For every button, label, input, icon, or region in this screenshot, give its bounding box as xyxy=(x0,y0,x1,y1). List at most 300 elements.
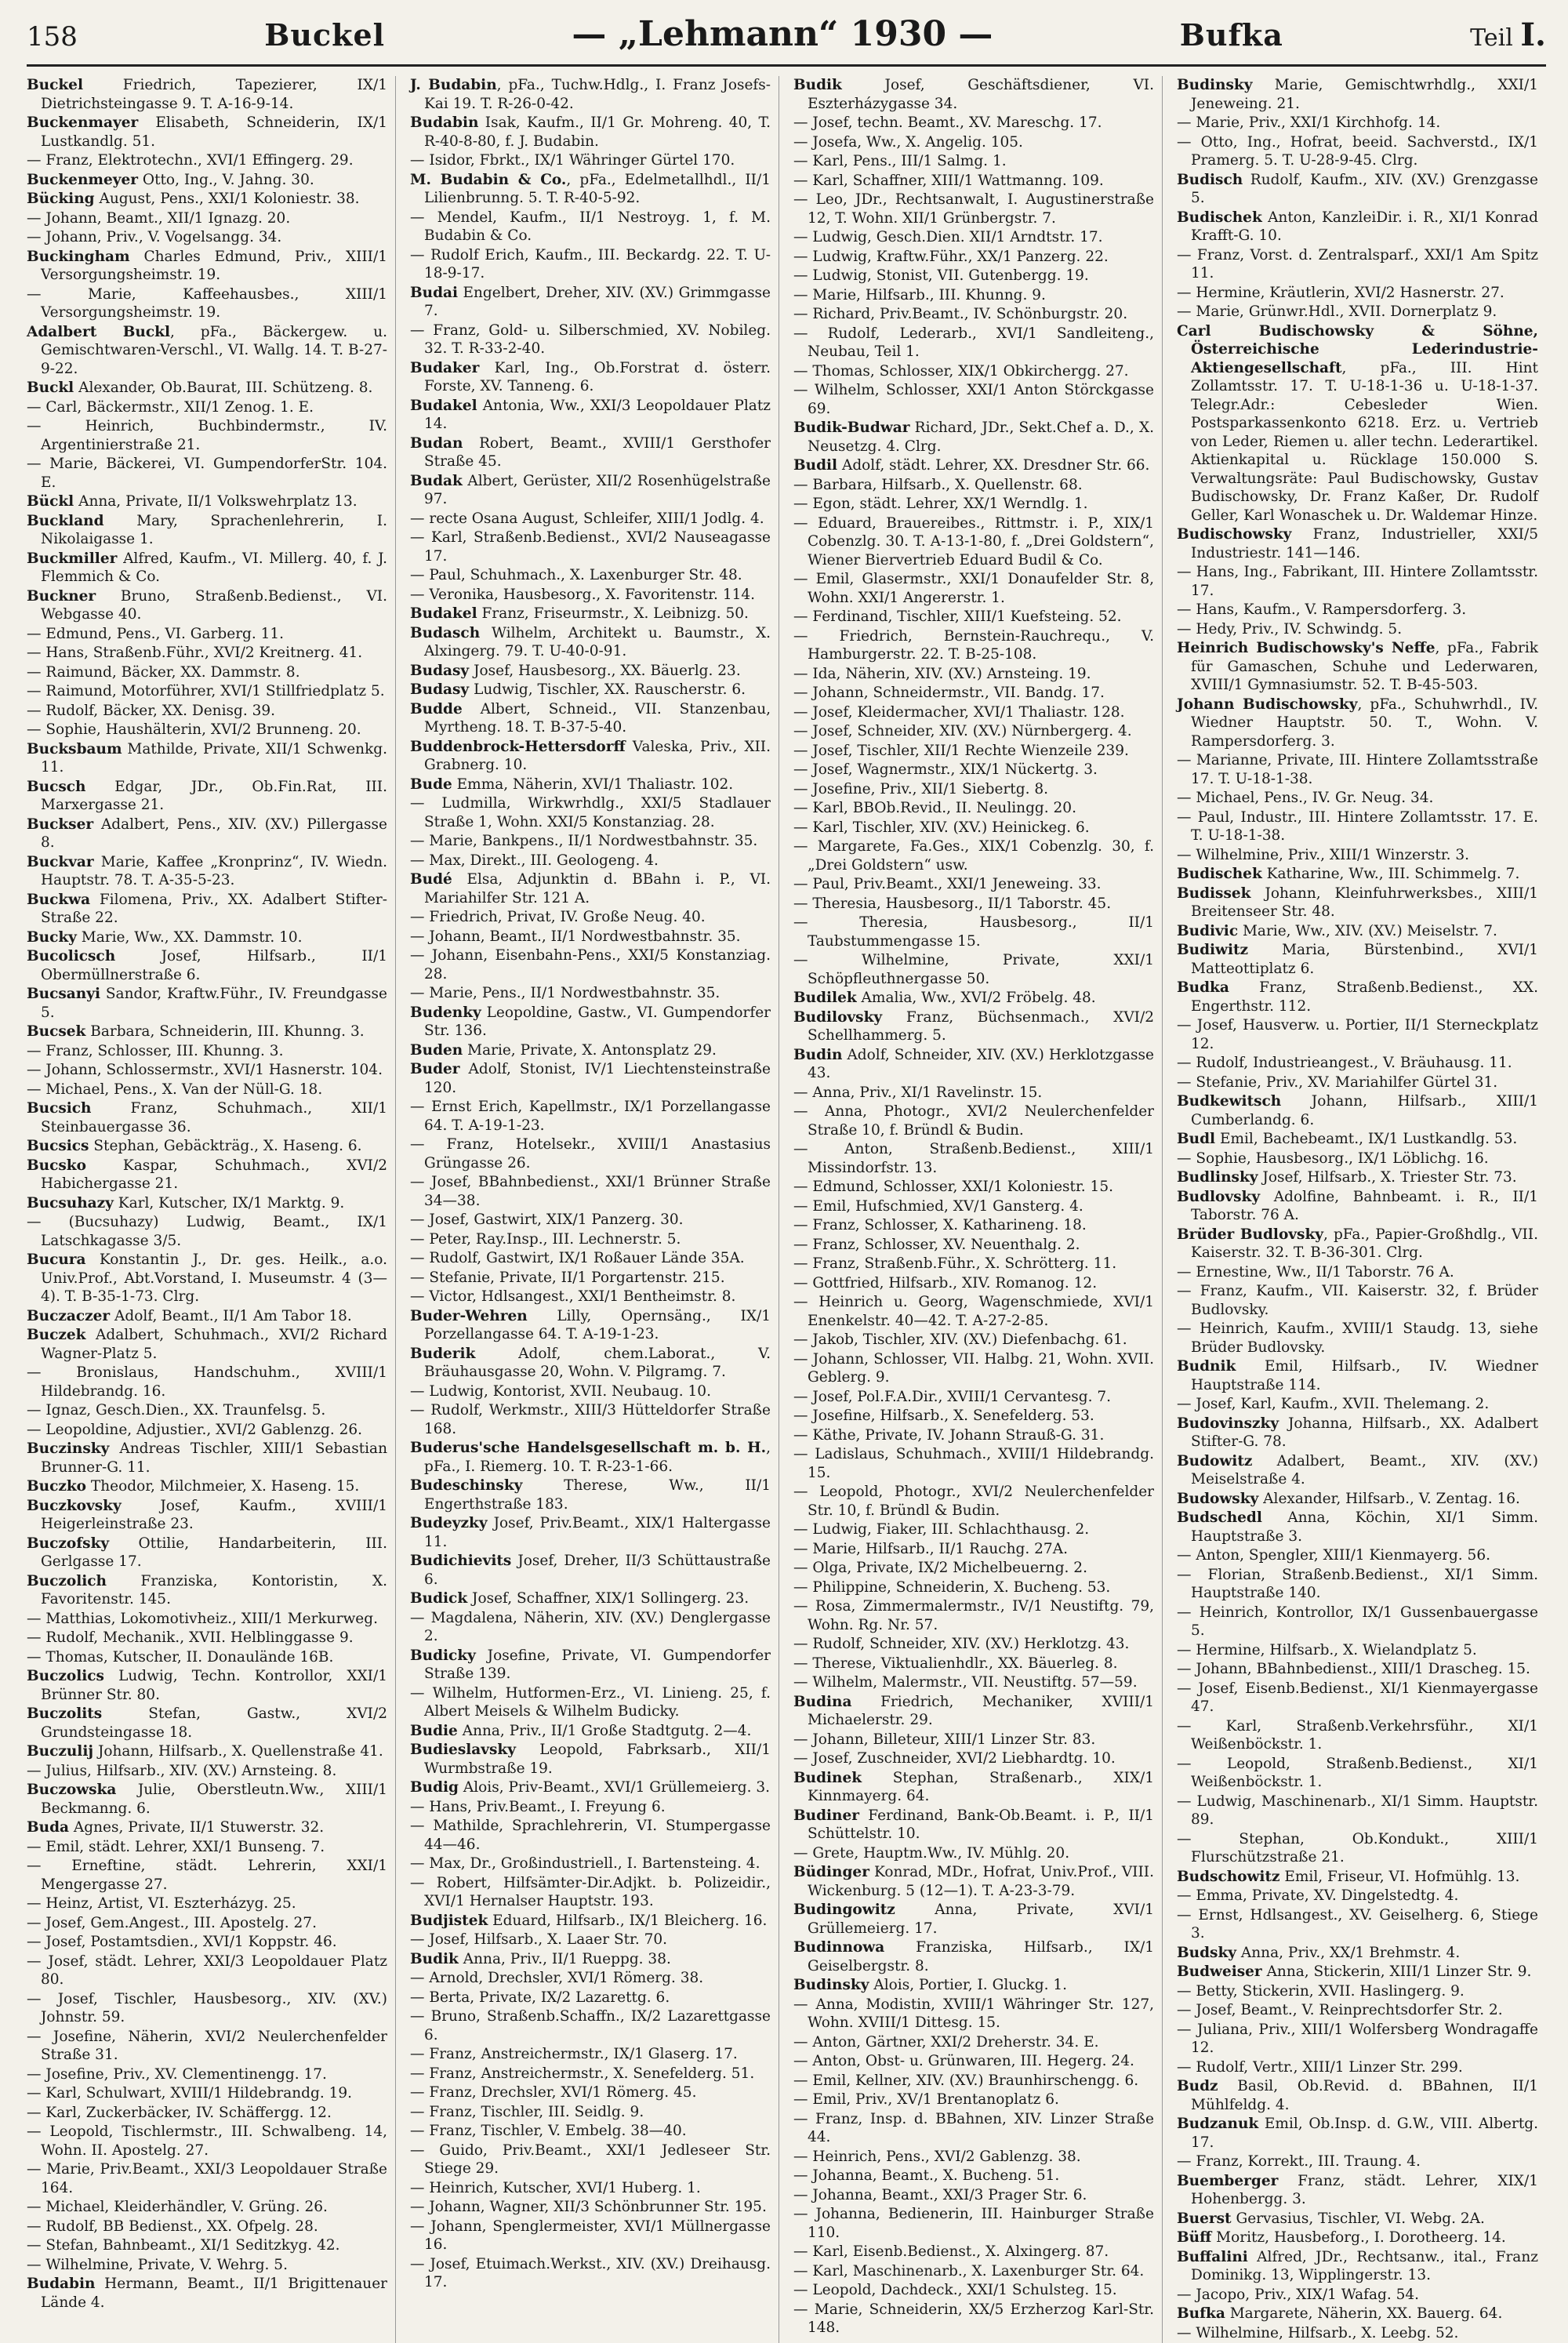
entry-details: — Franz, Schlosser, XV. Neuenthalg. 2. xyxy=(793,1236,1080,1253)
directory-entry xyxy=(793,1008,1154,1045)
directory-entry xyxy=(1177,1092,1538,1129)
directory-entry xyxy=(410,566,771,585)
entry-details: Johann, Kleinfuhrwerksbes., XIII/1 Breitenseer Str. 48. xyxy=(1191,885,1538,920)
directory-entry xyxy=(793,1938,1154,1975)
directory-entry xyxy=(27,1099,387,1136)
directory-entry xyxy=(793,152,1154,171)
entry-details: Franz, städt. Lehrer, XIX/1 Hohenbergg. 3. xyxy=(1191,2172,1538,2207)
entry-surname: Buddenbrock-Hettersdorff xyxy=(410,738,626,755)
entry-details: Johann, Hilfsarb., XIII/1 Cumberlandg. 6. xyxy=(1191,1093,1538,1128)
entry-details: Franziska, Kontoristin, X. Favoritenstr. 145. xyxy=(41,1572,387,1607)
directory-entry xyxy=(793,248,1154,267)
entry-details: — Rudolf, Industrieangest., V. Bräuhausg. 11. xyxy=(1177,1055,1512,1071)
directory-entry xyxy=(410,1854,771,1873)
entry-details: Agnes, Private, II/1 Stuwerstr. 32. xyxy=(69,1819,325,1836)
entry-details: — Hedy, Priv., IV. Schwindg. 5. xyxy=(1177,620,1403,638)
directory-entry xyxy=(410,1514,771,1551)
directory-entry xyxy=(1177,1906,1538,1943)
entry-details: — Emil, Glasermstr., XXI/1 Donaufelder Str. 8, Wohn. XXI/1 Angererstr. 1. xyxy=(793,571,1154,606)
directory-entry xyxy=(1177,1320,1538,1357)
directory-entry xyxy=(793,608,1154,627)
entry-details: — Josefine, Näherin, XVI/2 Neulerchenfelder Straße 31. xyxy=(27,2028,387,2063)
directory-entry xyxy=(793,2301,1154,2338)
entry-details: — Karl, BBOb.Revid., II. Neulingg. 20. xyxy=(793,800,1076,816)
entry-surname: Budlinsky xyxy=(1177,1169,1258,1186)
directory-entry xyxy=(410,2103,771,2122)
entry-surname: Budz xyxy=(1177,2078,1218,2094)
directory-entry xyxy=(1177,2248,1538,2285)
entry-details: Josef, Hilfsarb., X. Triester Str. 73. xyxy=(1258,1169,1517,1186)
entry-details: — Leopold, Straßenb.Bedienst., XI/1 Weißenböckstr. 1. xyxy=(1177,1755,1538,1790)
entry-details: — Stefanie, Private, II/1 Porgartenstr. 215. xyxy=(410,1269,725,1286)
entry-details: — Hans, Straßenb.Führ., XVI/2 Kreitnerg. 41. xyxy=(27,645,363,661)
entry-surname: Buczinsky xyxy=(27,1440,110,1457)
entry-surname: Budil xyxy=(793,457,838,474)
entry-details: Marie, Ww., XX. Dammstr. 10. xyxy=(76,928,303,946)
entry-details: — Heinrich, Kutscher, XVI/1 Huberg. 1. xyxy=(410,2179,701,2196)
entry-details: — Josefine, Priv., XII/1 Siebertg. 8. xyxy=(793,780,1048,797)
entry-details: — Josef, Tischler, Hausbesorg., XIV. (XV.) Johnstr. 59. xyxy=(27,1990,387,2025)
directory-entry xyxy=(793,627,1154,664)
directory-column-2 xyxy=(410,76,779,2343)
entry-details: — Olga, Private, IX/2 Michelbeuerng. 2. xyxy=(793,1560,1087,1576)
entry-surname: Budik-Budwar xyxy=(793,420,910,436)
entry-surname: Budeyzky xyxy=(410,1515,488,1531)
directory-entry xyxy=(410,1989,771,2007)
directory-entry xyxy=(410,246,771,283)
directory-entry xyxy=(1177,2305,1538,2323)
entry-details: — Hans, Ing., Fabrikant, III. Hintere Zollamtsstr. 17. xyxy=(1177,564,1538,599)
directory-entry xyxy=(793,172,1154,191)
entry-surname: Carl Budischowsky & Söhne, Österreichische Lederindustrie-Aktiengesellschaft xyxy=(1177,322,1538,376)
directory-entry xyxy=(410,832,771,851)
entry-details: Franz, Büchsenmach., XVI/2 Schellhammerg. 5. xyxy=(808,1008,1154,1044)
directory-entry xyxy=(410,586,771,605)
entry-surname: Bucksbaum xyxy=(27,740,122,757)
directory-entry xyxy=(410,209,771,245)
directory-entry xyxy=(27,2065,387,2084)
entry-surname: Bucsics xyxy=(27,1138,89,1154)
entry-details: Konrad, MDr., Hofrat, Univ.Prof., VIII. Wickenburg. 5 (12—1). T. A-23-3-79. xyxy=(808,1864,1154,1899)
entry-details: — Florian, Straßenb.Bedienst., XI/1 Simm. Hauptstraße 140. xyxy=(1177,1566,1538,1601)
entry-details: — Karl, Zuckerbäcker, IV. Schäffergg. 12. xyxy=(27,2104,332,2121)
directory-entry xyxy=(27,1401,387,1420)
directory-entry xyxy=(27,1894,387,1913)
directory-entry xyxy=(27,1610,387,1629)
entry-details: Ludwig, Tischler, XX. Rauscherstr. 6. xyxy=(469,681,746,698)
directory-entry xyxy=(793,2072,1154,2091)
entry-surname: Budsky xyxy=(1177,1944,1237,1961)
entry-details: — Ludwig, Fiaker, III. Schlachthausg. 2. xyxy=(793,1521,1090,1538)
directory-entry xyxy=(27,2084,387,2103)
entry-details: Elsa, Adjunktin d. BBahn i. P., VI. Mariahilfer Str. 121 A. xyxy=(424,871,771,906)
directory-entry xyxy=(1177,2115,1538,2152)
entry-details: — Heinrich, Buchbindermstr., IV. Argentinierstraße 21. xyxy=(27,418,387,453)
directory-entry xyxy=(1177,76,1538,113)
entry-surname: Buczko xyxy=(27,1478,87,1495)
directory-column-3 xyxy=(793,76,1163,2343)
directory-entry xyxy=(410,397,771,434)
entry-details: — Anton, Gärtner, XXI/2 Dreherstr. 34. E. xyxy=(793,2033,1099,2051)
entry-details: Lilly, Opernsäng., IX/1 Porzellangasse 64. T. A-19-1-23. xyxy=(424,1307,771,1342)
entry-details: — Anton, Straßenb.Bedienst., XIII/1 Missindorfstr. 13. xyxy=(793,1141,1154,1176)
directory-entry xyxy=(27,985,387,1022)
directory-entry xyxy=(793,2110,1154,2147)
directory-entry xyxy=(793,1407,1154,1426)
entry-surname: Budowsky xyxy=(1177,1490,1259,1507)
directory-entry xyxy=(410,1173,771,1210)
directory-entry xyxy=(27,550,387,587)
entry-surname: Bucky xyxy=(27,928,77,946)
directory-entry xyxy=(793,1769,1154,1806)
entry-details: Andreas Tischler, XIII/1 Sebastian Brunner-G. 11. xyxy=(41,1440,387,1476)
entry-details: , pFa., I. Riemerg. 10. T. R-23-1-66. xyxy=(424,1440,771,1475)
entry-surname: Budasy xyxy=(410,662,470,679)
directory-entry xyxy=(410,1741,771,1778)
directory-entry xyxy=(27,1838,387,1857)
entry-surname: M. Budabin & Co. xyxy=(410,171,567,188)
directory-entry xyxy=(27,2104,387,2123)
entry-details: — Franz, Anstreichermstr., IX/1 Glaserg. 17. xyxy=(410,2046,738,2062)
entry-surname: Buckser xyxy=(27,816,94,833)
entry-details: — Philippine, Schneiderin, X. Bucheng. 53. xyxy=(793,1578,1111,1596)
entry-details: Josef, Dreher, II/3 Schüttaustraße 6. xyxy=(424,1553,771,1588)
entry-surname: Budisch xyxy=(1177,171,1243,188)
directory-entry xyxy=(410,738,771,775)
directory-entry xyxy=(1177,1604,1538,1640)
entry-details: Franziska, Hilfsarb., IX/1 Geiselbergstr. 8. xyxy=(808,1939,1154,1974)
entry-surname: Budak xyxy=(410,472,463,489)
entry-surname: Budik xyxy=(793,77,842,93)
entry-surname: Buckenmayer xyxy=(27,114,139,131)
entry-details: — Marie, Bäckerei, VI. GumpendorferStr. 104. E. xyxy=(27,456,387,491)
entry-details: — Max, Dr., Großindustriell., I. Bartensteing. 4. xyxy=(410,1855,760,1872)
entry-details: — Ludwig, Gesch.Dien. XII/1 Arndtstr. 17. xyxy=(793,229,1103,245)
directory-entry xyxy=(793,1673,1154,1692)
entry-details: Emil, Ob.Insp. d. G.W., VIII. Albertg. 17. xyxy=(1191,2116,1538,2151)
directory-entry xyxy=(410,1609,771,1646)
entry-details: — Franz, Kaufm., VII. Kaiserstr. 32, f. Brüder Budlovsky. xyxy=(1177,1283,1538,1318)
entry-details: Basil, Ob.Revid. d. BBahnen, II/1 Mühlfeldg. 4. xyxy=(1191,2078,1538,2113)
directory-entry xyxy=(27,1857,387,1894)
entry-details: — Rudolf, Werkmstr., XIII/3 Hütteldorfer Straße 168. xyxy=(410,1402,771,1437)
entry-details: Anton, KanzleiDir. i. R., XI/1 Konrad Krafft-G. 10. xyxy=(1191,209,1538,244)
entry-details: — Josef, Etuimach.Werkst., XIV. (XV.) Dreihausg. 17. xyxy=(410,2255,771,2290)
entry-surname: Bucolicsch xyxy=(27,948,116,964)
directory-entry xyxy=(27,1081,387,1099)
entry-details: Adolf, städt. Lehrer, XX. Dresdner Str. 66. xyxy=(837,457,1150,474)
directory-entry xyxy=(27,1042,387,1061)
entry-details: — Josef, techn. Beamt., XV. Mareschg. 17. xyxy=(793,114,1102,131)
entry-details: — Carl, Bäckermstr., XII/1 Zenog. 1. E. xyxy=(27,398,314,416)
directory-entry xyxy=(27,512,387,549)
entry-details: — Josef, Hilfsarb., X. Laaer Str. 70. xyxy=(410,1931,668,1948)
entry-details: Alfred, Kaufm., VI. Millerg. 40, f. J. Flemmich & Co. xyxy=(41,550,387,585)
entry-details: — Michael, Kleiderhändler, V. Grüng. 26. xyxy=(27,2199,328,2215)
entry-details: — Johann, Priv., V. Vogelsangg. 34. xyxy=(27,229,282,245)
entry-details: — Karl, Schulwart, XVIII/1 Hildebrandg. 19. xyxy=(27,2085,353,2101)
directory-entry xyxy=(1177,1016,1538,1053)
entry-surname: Budakel xyxy=(410,397,477,414)
directory-entry xyxy=(27,663,387,682)
directory-entry xyxy=(410,928,771,946)
directory-entry xyxy=(793,722,1154,741)
entry-details: Otto, Ing., V. Jahng. 30. xyxy=(138,171,314,188)
directory-entry xyxy=(410,529,771,565)
entry-details: — Franz, Tischler, III. Seidlg. 9. xyxy=(410,2103,644,2120)
entry-details: — Marie, Priv., XXI/1 Kirchhofg. 14. xyxy=(1177,114,1441,131)
entry-surname: Buderus'sche Handelsgesellschaft m. b. H. xyxy=(410,1440,767,1456)
directory-entry xyxy=(793,951,1154,988)
entry-details: — Marie, Hilfsarb., II/1 Rauchg. 27A. xyxy=(793,1540,1068,1557)
directory-entry xyxy=(410,681,771,699)
entry-details: — Rudolf, Gastwirt, IX/1 Roßauer Lände 35A. xyxy=(410,1250,745,1266)
directory-entry xyxy=(27,1023,387,1041)
entry-surname: Budl xyxy=(1177,1131,1216,1147)
directory-entry xyxy=(793,325,1154,361)
page-header xyxy=(27,14,1546,67)
directory-entry xyxy=(410,908,771,927)
entry-details: — Raimund, Motorführer, XVI/1 Stillfriedplatz 5. xyxy=(27,683,385,699)
directory-entry xyxy=(1177,620,1538,639)
entry-details: Mary, Sprachenlehrerin, I. Nikolaigasse 1. xyxy=(41,512,387,547)
directory-entry xyxy=(1177,639,1538,695)
directory-entry xyxy=(410,284,771,321)
entry-surname: Budiner xyxy=(793,1807,860,1824)
directory-entry xyxy=(793,76,1154,113)
entry-surname: Budschedl xyxy=(1177,1509,1262,1526)
entry-details: Antonia, Ww., XXI/3 Leopoldauer Platz 14. xyxy=(424,397,771,432)
entry-surname: Buczkovsky xyxy=(27,1497,122,1514)
directory-entry xyxy=(410,1439,771,1476)
entry-details: Alfred, JDr., Rechtsanw., ital., Franz Dominikg. 13, Wipplingerstr. 13. xyxy=(1191,2248,1538,2283)
directory-entry xyxy=(27,1572,387,1609)
entry-details: — Ludmilla, Wirkwrhdlg., XXI/5 Stadlauer Straße 1, Wohn. XXI/5 Konstanziag. 28. xyxy=(410,795,771,830)
entry-details: — Anna, Photogr., XVI/2 Neulerchenfelder Straße 10, f. Bründl & Budin. xyxy=(793,1103,1154,1139)
directory-entry xyxy=(793,2186,1154,2205)
entry-surname: Büdinger xyxy=(793,1864,869,1880)
directory-entry xyxy=(410,1249,771,1268)
directory-entry xyxy=(793,1655,1154,1673)
directory-entry xyxy=(793,133,1154,152)
entry-details: Alois, Portier, I. Gluckg. 1. xyxy=(869,1977,1068,1993)
entry-details: — Franz, Insp. d. BBahnen, XIV. Linzer Straße 44. xyxy=(793,2110,1154,2145)
directory-entry xyxy=(793,2033,1154,2052)
entry-surname: Buckvar xyxy=(27,853,94,870)
entry-details: — Otto, Ing., Hofrat, beeid. Sachverstd., IX/1 Pramerg. 5. T. U-28-9-45. Clrg. xyxy=(1177,133,1538,169)
directory-entry xyxy=(1177,1130,1538,1149)
directory-entry xyxy=(27,702,387,721)
entry-details: — Magdalena, Näherin, XIV. (XV.) Denglergasse 2. xyxy=(410,1609,771,1644)
directory-entry xyxy=(1177,1415,1538,1451)
entry-details: — Egon, städt. Lehrer, XX/1 Werndlg. 1. xyxy=(793,496,1088,512)
entry-surname: Budinsky xyxy=(793,1977,869,1993)
entry-details: — Karl, Straßenb.Bedienst., XVI/2 Nauseagasse 17. xyxy=(410,529,771,565)
entry-surname: Budan xyxy=(410,434,463,452)
entry-details: — Karl, Eisenb.Bedienst., X. Alxingerg. 87. xyxy=(793,2243,1109,2260)
directory-entry xyxy=(27,1251,387,1306)
entry-surname: Buczolits xyxy=(27,1705,103,1722)
directory-entry xyxy=(27,1061,387,1080)
entry-details: — Raimund, Bäcker, XX. Dammstr. 8. xyxy=(27,663,300,681)
directory-entry xyxy=(410,2122,771,2141)
entry-details: Ludwig, Techn. Kontrollor, XXI/1 Brünner Str. 80. xyxy=(41,1668,387,1703)
entry-details: — Marie, Kaffeehausbes., XIII/1 Versorgungsheimstr. 19. xyxy=(27,285,387,321)
directory-entry xyxy=(1177,284,1538,303)
entry-details: , pFa., III. Hint Zollamtsstr. 17. T. U-18-1-36 u. U-18-1-37. Telegr.Adr.: Cebesleder Wien. Postsparkassenkonto 6218. Erz. u. Vertrieb von Leder, Riemen u. aller techn. Lederartikel. Aktienkapital u. Rücklage 150.000 S. Verwaltungsräte: Paul Budischowsky, Gustav Budischowsky, Dr. Franz Kaßer, Dr. Rudolf Geller, Karl Wonaschek u. Dr. Waldemar Hinze. xyxy=(1191,359,1538,524)
entry-details: — Käthe, Private, IV. Johann Strauß-G. 31. xyxy=(793,1426,1105,1444)
directory-entry xyxy=(410,2179,771,2198)
entry-details: — Franz, Elektrotechn., XVI/1 Effingerg. 29. xyxy=(27,152,354,169)
header-left-word: Buckel xyxy=(264,17,386,53)
directory-entry xyxy=(27,928,387,947)
entry-details: Franz, Schuhmach., XII/1 Steinbauergasse 36. xyxy=(41,1100,387,1135)
directory-entry xyxy=(793,1578,1154,1597)
entry-details: Anna, Private, II/1 Volkswehrplatz 13. xyxy=(74,493,358,510)
entry-details: — Franz, Hotelsekr., XVIII/1 Anastasius Grüngasse 26. xyxy=(410,1136,771,1172)
directory-entry xyxy=(793,456,1154,475)
directory-entry xyxy=(1177,1982,1538,2001)
directory-entry xyxy=(793,2167,1154,2185)
entry-details: — Ernestine, Ww., II/1 Taborstr. 76 A. xyxy=(1177,1263,1454,1280)
entry-details: — Ida, Näherin, XIV. (XV.) Arnsteing. 19. xyxy=(793,665,1091,682)
entry-details: — Berta, Private, IX/2 Lazarettg. 6. xyxy=(410,1989,670,2006)
directory-entry xyxy=(1177,303,1538,321)
directory-entry xyxy=(793,476,1154,495)
directory-entry xyxy=(410,2141,771,2178)
directory-entry xyxy=(793,1445,1154,1482)
directory-entry xyxy=(793,914,1154,950)
directory-entry xyxy=(1177,2021,1538,2058)
directory-entry xyxy=(410,1477,771,1513)
entry-details: — Wilhelmine, Private, V. Wehrg. 5. xyxy=(27,2256,288,2273)
directory-entry xyxy=(1177,1150,1538,1168)
directory-entry xyxy=(410,1211,771,1230)
part-number: I. xyxy=(1520,16,1546,53)
entry-details: — Wilhelmine, Private, XXI/1 Schöpfleuthnergasse 50. xyxy=(793,952,1154,987)
entry-surname: Budischek xyxy=(1177,209,1262,226)
entry-surname: Buckingham xyxy=(27,248,130,265)
directory-entry xyxy=(27,682,387,701)
directory-entry xyxy=(793,1844,1154,1863)
entry-details: Ottilie, Handarbeiterin, III. Gerlgasse 17. xyxy=(41,1535,387,1570)
directory-entry xyxy=(27,740,387,777)
directory-entry xyxy=(27,1440,387,1477)
entry-details: , pFa., Edelmetallhdl., II/1 Lilienbrunng. 5. T. R-40-5-92. xyxy=(424,171,771,206)
entry-surname: Buckmiller xyxy=(27,550,118,567)
directory-entry xyxy=(410,794,771,831)
directory-entry xyxy=(1177,2172,1538,2209)
entry-details: Marie, Private, X. Antonsplatz 29. xyxy=(463,1041,717,1059)
directory-entry xyxy=(27,76,387,113)
directory-entry xyxy=(410,1060,771,1097)
directory-entry xyxy=(27,1705,387,1742)
directory-entry xyxy=(410,1647,771,1684)
entry-details: Marie, Ww., XIV. (XV.) Meiselstr. 7. xyxy=(1238,922,1497,939)
entry-details: — Emil, Kellner, XIV. (XV.) Braunhirschengg. 6. xyxy=(793,2072,1139,2089)
entry-details: Wilhelm, Architekt u. Baumstr., X. Alxingerg. 79. T. U-40-0-91. xyxy=(424,624,771,659)
entry-details: — Heinrich, Pens., XVI/2 Gablenzg. 38. xyxy=(793,2148,1081,2165)
directory-entry xyxy=(1177,696,1538,751)
directory-entry xyxy=(410,171,771,208)
entry-details: — Thomas, Kutscher, II. Donaulände 16B. xyxy=(27,1648,334,1666)
entry-details: — Anton, Obst- u. Grünwaren, III. Hegerg. 24. xyxy=(793,2053,1134,2069)
directory-entry xyxy=(1177,1073,1538,1092)
entry-details: Alois, Priv-Beamt., XVI/1 Grüllemeierg. 3. xyxy=(459,1779,771,1796)
entry-surname: Bucsek xyxy=(27,1023,86,1040)
entry-details: — Friedrich, Privat, IV. Große Neug. 40. xyxy=(410,909,706,925)
directory-entry xyxy=(410,870,771,907)
directory-entry xyxy=(793,2262,1154,2281)
entry-surname: Budai xyxy=(410,284,459,301)
entry-details: — Mathilde, Sprachlehrerin, VI. Stumpergasse 44—46. xyxy=(410,1818,771,1853)
entry-details: , pFa., Bäckergew. u. Gemischtwaren-Verschl., VI. Wallg. 14. T. B-27-9-22. xyxy=(41,323,387,377)
entry-details: — Johann, Schlosser, VII. Halbg. 21, Wohn. XVII. Geblerg. 9. xyxy=(793,1350,1154,1386)
directory-entry xyxy=(410,114,771,151)
entry-details: Adolf, Schneider, XIV. (XV.) Herklotzgasse 43. xyxy=(808,1046,1154,1081)
entry-details: — Rudolf Erich, Kaufm., III. Beckardg. 22. T. U-18-9-17. xyxy=(410,246,771,282)
entry-details: — Josef, Gastwirt, XIX/1 Panzerg. 30. xyxy=(410,1211,684,1228)
entry-details: — Josef, Beamt., V. Reinprechtsdorfer Str. 2. xyxy=(1177,2002,1503,2018)
entry-details: — Ludwig, Maschinenarb., XI/1 Simm. Hauptstr. 89. xyxy=(1177,1793,1538,1828)
entry-details: — Karl, Pens., III/1 Salmg. 1. xyxy=(793,153,1007,169)
entry-details: Edgar, JDr., Ob.Fin.Rat, III. Marxergasse 21. xyxy=(41,778,387,813)
directory-entry xyxy=(1177,1054,1538,1073)
entry-surname: Budik xyxy=(410,1950,459,1967)
directory-entry xyxy=(410,2255,771,2292)
directory-entry xyxy=(27,228,387,247)
entry-details: — Rudolf, Schneider, XIV. (XV.) Herklotzg. 43. xyxy=(793,1636,1130,1652)
entry-details: — (Bucsuhazy) Ludwig, Beamt., IX/1 Latschkagasse 3/5. xyxy=(27,1214,387,1249)
entry-details: August, Pens., XXI/1 Koloniestr. 38. xyxy=(94,191,360,207)
directory-entry xyxy=(1177,1755,1538,1792)
page-number: 158 xyxy=(27,21,78,53)
entry-surname: Budnik xyxy=(1177,1358,1236,1375)
directory-entry xyxy=(1177,322,1538,525)
entry-details: Valeska, Priv., XII. Grabnerg. 10. xyxy=(424,738,771,773)
directory-entry xyxy=(793,665,1154,684)
entry-details: — Michael, Pens., X. Van der Nüll-G. 18. xyxy=(27,1081,323,1098)
entry-details: Franz, Industrieller, XXI/5 Industriestr. 141—146. xyxy=(1191,526,1538,561)
entry-details: Josef, Hilfsarb., II/1 Obermüllnerstraße 6. xyxy=(41,948,387,983)
part-label: Teil xyxy=(1470,24,1513,52)
entry-details: — Thomas, Schlosser, XIX/1 Obkirchergg. 27. xyxy=(793,362,1129,380)
directory-entry xyxy=(1177,246,1538,283)
entry-details: — Josef, Kleidermacher, XVI/1 Thaliastr. 128. xyxy=(793,703,1125,721)
directory-entry xyxy=(410,1401,771,1438)
entry-details: Rudolf, Kaufm., XIV. (XV.) Grenzgasse 5. xyxy=(1191,171,1538,206)
entry-surname: Bucsich xyxy=(27,1100,92,1117)
directory-entry xyxy=(1177,1188,1538,1225)
entry-surname: Buckwa xyxy=(27,891,91,908)
directory-entry xyxy=(1177,2058,1538,2077)
entry-details: — Johann, Eisenbahn-Pens., XXI/5 Konstanziag. 28. xyxy=(410,947,771,983)
entry-details: Leopoldine, Gastw., VI. Gumpendorfer Str. 136. xyxy=(424,1004,771,1039)
directory-entry xyxy=(1177,846,1538,865)
entry-details: Adalbert, Beamt., XIV. (XV.) Meiselstraße 4. xyxy=(1191,1452,1538,1488)
entry-details: — Wilhelm, Hutformen-Erz., VI. Linieng. 25, f. Albert Meisels & Wilhelm Budicky. xyxy=(410,1684,771,1720)
directory-entry xyxy=(27,1762,387,1781)
directory-entry xyxy=(793,1216,1154,1235)
entry-details: — Hans, Kaufm., V. Rampersdorferg. 3. xyxy=(1177,601,1467,618)
entry-details: — Josef, Hausverw. u. Portier, II/1 Sterneckplatz 12. xyxy=(1177,1017,1538,1052)
directory-entry xyxy=(793,1635,1154,1654)
directory-entry xyxy=(410,1382,771,1401)
entry-surname: Budowitz xyxy=(1177,1452,1253,1469)
entry-surname: Buczofsky xyxy=(27,1535,110,1552)
header-right-word: Bufka xyxy=(1179,17,1283,53)
entry-details: — Marie, Pens., II/1 Nordwestbahnstr. 35. xyxy=(410,985,720,1001)
